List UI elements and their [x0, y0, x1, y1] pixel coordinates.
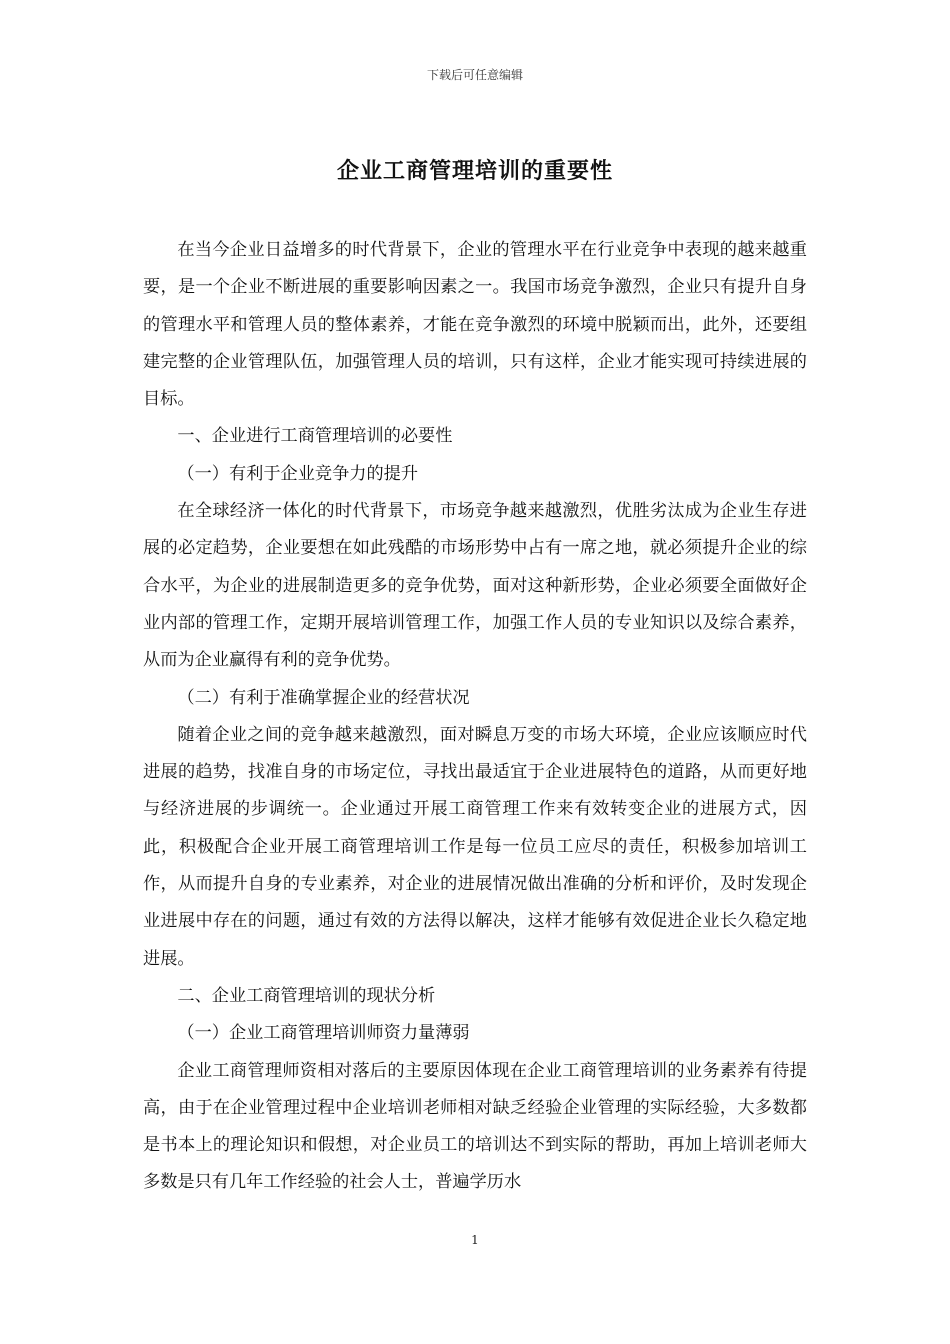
- paragraph-competitiveness: 在全球经济一体化的时代背景下，市场竞争越来越激烈，优胜劣汰成为企业生存进展的必定趋势，企业要想在如此残酷的市场形势中占有一席之地，就必须提升企业的综合水平，为企业的进展制造更多的竞争优势，面对这种新形势，企业必须要全面做好企业内部的管理工作，定期开展培训管理工作，加强工作人员的专业知识以及综合素养，从而为企业赢得有利的竞争优势。: [143, 501, 807, 671]
- subsection-heading-1-1: （一）有利于企业竞争力的提升: [177, 463, 419, 484]
- paragraph-faculty-weak: 企业工商管理师资相对落后的主要原因体现在企业工商管理培训的业务素养有待提高，由于在企业管理过程中企业培训老师相对缺乏经验企业管理的实际经验，大多数都是书本上的理论知识和假想，对企业员工的培训达不到实际的帮助，再加上培训老师大多数是只有几年工作经验的社会人士，普遍学历水: [143, 1060, 807, 1193]
- document-title: 企业工商管理培训的重要性: [336, 158, 613, 184]
- subsection-heading-1-2: （二）有利于准确掌握企业的经营状况: [177, 687, 470, 708]
- page-number: 1: [471, 1233, 479, 1247]
- section-heading-1: 一、企业进行工商管理培训的必要性: [177, 426, 453, 447]
- subsection-heading-2-1: （一）企业工商管理培训师资力量薄弱: [177, 1023, 470, 1044]
- section-heading-2: 二、企业工商管理培训的现状分析: [177, 985, 436, 1006]
- paragraph-intro: 在当今企业日益增多的时代背景下，企业的管理水平在行业竞争中表现的越来越重要，是一个企业不断进展的重要影响因素之一。我国市场竞争激烈，企业只有提升自身的管理水平和管理人员的整体素养，才能在竞争激烈的环境中脱颖而出，此外，还要组建完整的企业管理队伍，加强管理人员的培训，只有这样，企业才能实现可持续进展的目标。: [143, 240, 807, 410]
- document-body: [143, 232, 807, 1202]
- page-header-note: 下载后可任意编辑: [426, 68, 523, 82]
- paragraph-operating-status: 随着企业之间的竞争越来越激烈，面对瞬息万变的市场大环境，企业应该顺应时代进展的趋势，找准自身的市场定位，寻找出最适宜于企业进展特色的道路，从而更好地与经济进展的步调统一。企业通过开展工商管理工作来有效转变企业的进展方式，因此，积极配合企业开展工商管理培训工作是每一位员工应尽的责任，积极参加培训工作，从而提升自身的专业素养，对企业的进展情况做出准确的分析和评价，及时发现企业进展中存在的问题，通过有效的方法得以解决，这样才能够有效促进企业长久稳定地进展。: [143, 724, 807, 969]
